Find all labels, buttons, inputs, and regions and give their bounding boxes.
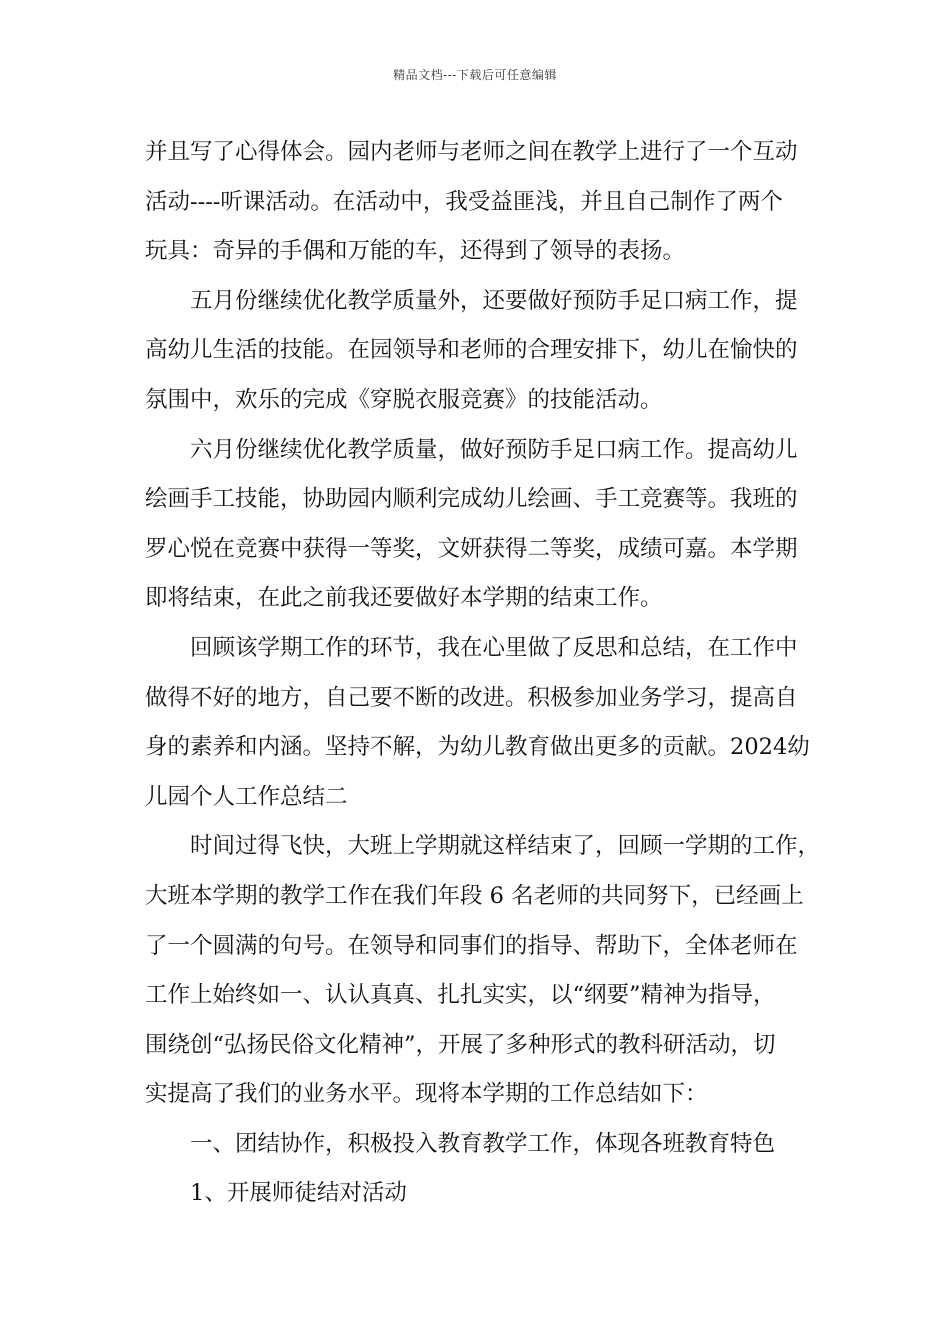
text-line: 做得不好的地方，自己要不断的改进。积极参加业务学习，提高自: [145, 684, 798, 711]
text-line: 大班本学期的教学工作在我们年段 6 名老师的共同努下，已经画上: [145, 882, 804, 909]
text-line: 玩具：奇异的手偶和万能的车，还得到了领导的表扬。: [145, 238, 686, 265]
subsection-heading: 1、开展师徒结对活动: [190, 1180, 407, 1207]
text-line: 五月份继续优化教学质量外，还要做好预防手足口病工作，提: [190, 287, 798, 314]
text-line: 绘画手工技能，协助园内顺利完成幼儿绘画、手工竞赛等。我班的: [145, 486, 798, 513]
text-line: 了一个圆满的句号。在领导和同事们的指导、帮助下，全体老师在: [145, 932, 798, 959]
text-line: 身的素养和内涵。坚持不解，为幼儿教育做出更多的贡献。2024幼: [145, 734, 810, 761]
text-line: 罗心悦在竞赛中获得一等奖，文妍获得二等奖，成绩可嘉。本学期: [145, 535, 798, 562]
text-line: 围绕创“弘扬民俗文化精神”，开展了多种形式的教科研活动，切: [145, 1031, 776, 1058]
text-line: 六月份继续优化教学质量，做好预防手足口病工作。提高幼儿: [190, 436, 798, 463]
text-line: 时间过得飞快，大班上学期就这样结束了，回顾一学期的工作，: [190, 833, 821, 860]
text-line: 工作上始终如一、认认真真、扎扎实实，以“纲要”精神为指导，: [145, 982, 776, 1009]
text-line: 实提高了我们的业务水平。现将本学期的工作总结如下：: [145, 1081, 708, 1108]
page-header: 精品文档---下载后可任意编辑: [393, 68, 557, 82]
text-line: 高幼儿生活的技能。在园领导和老师的合理安排下，幼儿在愉快的: [145, 337, 798, 364]
section-heading: 一、团结协作，积极投入教育教学工作，体现各班教育特色: [190, 1130, 776, 1157]
text-line: 儿园个人工作总结二: [145, 783, 348, 810]
text-line: 即将结束，在此之前我还要做好本学期的结束工作。: [145, 585, 663, 612]
text-line: 活动----听课活动。在活动中，我受益匪浅，并且自己制作了两个: [145, 188, 783, 215]
text-line: 并且写了心得体会。园内老师与老师之间在教学上进行了一个互动: [145, 139, 798, 165]
text-line: 氛围中，欢乐的完成《穿脱衣服竞赛》的技能活动。: [145, 386, 663, 413]
document-body: [145, 128, 821, 1219]
text-line: 回顾该学期工作的环节，我在心里做了反思和总结，在工作中: [190, 634, 798, 661]
